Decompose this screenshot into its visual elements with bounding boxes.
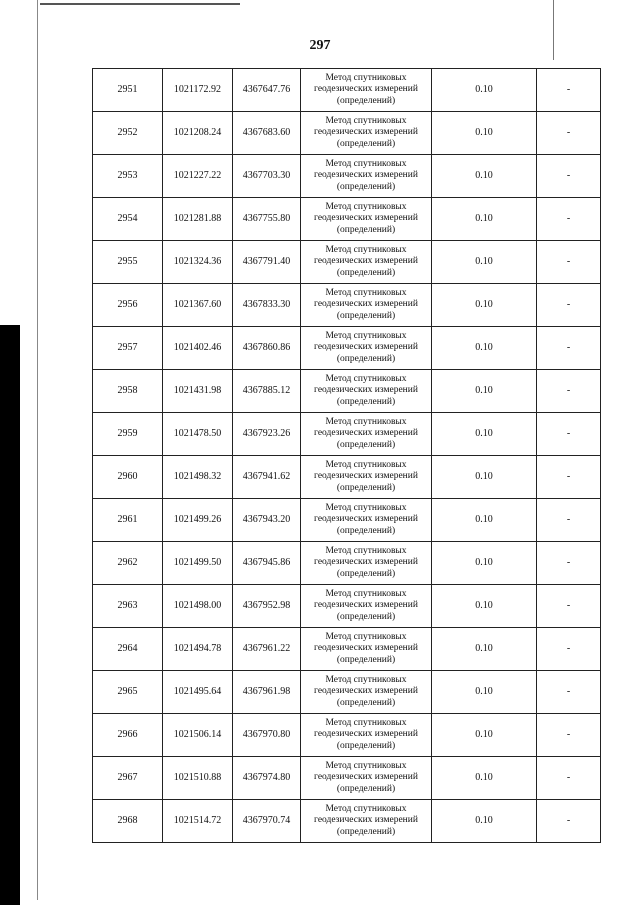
method-line: (определений)	[336, 611, 396, 622]
method-line: (определений)	[336, 396, 396, 407]
method-cell	[301, 671, 432, 714]
table-row	[93, 757, 601, 800]
method-line: геодезических измерений	[314, 686, 418, 697]
precision-cell: 0.10	[432, 155, 537, 198]
method-cell	[301, 69, 432, 112]
y-coordinate-cell: 4367755.80	[233, 198, 301, 241]
note-cell: -	[537, 370, 601, 413]
table-row	[93, 585, 601, 628]
method-cell	[301, 585, 432, 628]
point-number-cell: 2951	[93, 69, 163, 112]
method-line: (определений)	[336, 310, 396, 321]
note-cell: -	[537, 671, 601, 714]
x-coordinate-cell: 1021498.32	[163, 456, 233, 499]
x-coordinate-cell: 1021367.60	[163, 284, 233, 327]
point-number-cell: 2954	[93, 198, 163, 241]
method-line: (определений)	[336, 654, 396, 665]
point-number-cell: 2959	[93, 413, 163, 456]
precision-cell: 0.10	[432, 284, 537, 327]
method-cell	[301, 198, 432, 241]
method-line: геодезических измерений	[314, 815, 418, 826]
method-line: Метод спутниковых	[325, 244, 407, 255]
method-line: (определений)	[336, 525, 396, 536]
method-cell	[301, 370, 432, 413]
y-coordinate-cell: 4367961.98	[233, 671, 301, 714]
table-row	[93, 198, 601, 241]
method-line: Метод спутниковых	[325, 201, 407, 212]
point-number-cell: 2958	[93, 370, 163, 413]
method-cell	[301, 800, 432, 843]
x-coordinate-cell: 1021510.88	[163, 757, 233, 800]
x-coordinate-cell: 1021494.78	[163, 628, 233, 671]
method-line: (определений)	[336, 482, 396, 493]
point-number-cell: 2968	[93, 800, 163, 843]
method-line: Метод спутниковых	[325, 158, 407, 169]
note-cell: -	[537, 585, 601, 628]
x-coordinate-cell: 1021506.14	[163, 714, 233, 757]
note-cell: -	[537, 628, 601, 671]
method-cell	[301, 757, 432, 800]
x-coordinate-cell: 1021431.98	[163, 370, 233, 413]
y-coordinate-cell: 4367945.86	[233, 542, 301, 585]
scan-artifact-top	[40, 3, 240, 5]
y-coordinate-cell: 4367943.20	[233, 499, 301, 542]
table-row	[93, 628, 601, 671]
x-coordinate-cell: 1021478.50	[163, 413, 233, 456]
method-cell	[301, 542, 432, 585]
point-number-cell: 2967	[93, 757, 163, 800]
method-line: геодезических измерений	[314, 84, 418, 95]
precision-cell: 0.10	[432, 112, 537, 155]
method-line: Метод спутниковых	[325, 631, 407, 642]
method-cell	[301, 413, 432, 456]
method-line: (определений)	[336, 740, 396, 751]
method-cell	[301, 499, 432, 542]
y-coordinate-cell: 4367961.22	[233, 628, 301, 671]
method-line: Метод спутниковых	[325, 459, 407, 470]
method-line: Метод спутниковых	[325, 416, 407, 427]
point-number-cell: 2953	[93, 155, 163, 198]
point-number-cell: 2956	[93, 284, 163, 327]
method-line: Метод спутниковых	[325, 287, 407, 298]
x-coordinate-cell: 1021227.22	[163, 155, 233, 198]
note-cell: -	[537, 757, 601, 800]
method-line: Метод спутниковых	[325, 502, 407, 513]
coordinates-table	[92, 68, 601, 843]
y-coordinate-cell: 4367683.60	[233, 112, 301, 155]
x-coordinate-cell: 1021324.36	[163, 241, 233, 284]
table-row	[93, 800, 601, 843]
note-cell: -	[537, 155, 601, 198]
y-coordinate-cell: 4367703.30	[233, 155, 301, 198]
method-line: (определений)	[336, 267, 396, 278]
y-coordinate-cell: 4367791.40	[233, 241, 301, 284]
method-line: Метод спутниковых	[325, 717, 407, 728]
note-cell: -	[537, 413, 601, 456]
point-number-cell: 2955	[93, 241, 163, 284]
y-coordinate-cell: 4367923.26	[233, 413, 301, 456]
x-coordinate-cell: 1021499.26	[163, 499, 233, 542]
x-coordinate-cell: 1021172.92	[163, 69, 233, 112]
method-cell	[301, 112, 432, 155]
table-row	[93, 241, 601, 284]
method-line: геодезических измерений	[314, 256, 418, 267]
table-row	[93, 69, 601, 112]
point-number-cell: 2952	[93, 112, 163, 155]
method-line: геодезических измерений	[314, 428, 418, 439]
note-cell: -	[537, 456, 601, 499]
point-number-cell: 2964	[93, 628, 163, 671]
note-cell: -	[537, 327, 601, 370]
precision-cell: 0.10	[432, 542, 537, 585]
x-coordinate-cell: 1021495.64	[163, 671, 233, 714]
y-coordinate-cell: 4367647.76	[233, 69, 301, 112]
table-row	[93, 671, 601, 714]
method-line: геодезических измерений	[314, 127, 418, 138]
x-coordinate-cell: 1021498.00	[163, 585, 233, 628]
method-line: (определений)	[336, 439, 396, 450]
table-row	[93, 155, 601, 198]
note-cell: -	[537, 198, 601, 241]
method-line: геодезических измерений	[314, 385, 418, 396]
method-line: (определений)	[336, 353, 396, 364]
method-line: Метод спутниковых	[325, 760, 407, 771]
table-row	[93, 456, 601, 499]
method-line: (определений)	[336, 181, 396, 192]
method-line: (определений)	[336, 697, 396, 708]
point-number-cell: 2962	[93, 542, 163, 585]
point-number-cell: 2965	[93, 671, 163, 714]
note-cell: -	[537, 284, 601, 327]
method-line: геодезических измерений	[314, 514, 418, 525]
precision-cell: 0.10	[432, 585, 537, 628]
table-row	[93, 413, 601, 456]
note-cell: -	[537, 69, 601, 112]
precision-cell: 0.10	[432, 370, 537, 413]
method-line: Метод спутниковых	[325, 330, 407, 341]
method-cell	[301, 284, 432, 327]
scan-edge-shadow	[0, 325, 20, 905]
point-number-cell: 2966	[93, 714, 163, 757]
precision-cell: 0.10	[432, 198, 537, 241]
precision-cell: 0.10	[432, 327, 537, 370]
precision-cell: 0.10	[432, 757, 537, 800]
method-line: (определений)	[336, 826, 396, 837]
x-coordinate-cell: 1021281.88	[163, 198, 233, 241]
point-number-cell: 2957	[93, 327, 163, 370]
table-row	[93, 370, 601, 413]
method-line: геодезических измерений	[314, 342, 418, 353]
note-cell: -	[537, 800, 601, 843]
scan-artifact-left	[37, 0, 38, 900]
y-coordinate-cell: 4367833.30	[233, 284, 301, 327]
method-line: Метод спутниковых	[325, 674, 407, 685]
method-line: геодезических измерений	[314, 557, 418, 568]
precision-cell: 0.10	[432, 69, 537, 112]
x-coordinate-cell: 1021402.46	[163, 327, 233, 370]
page-number: 297	[309, 38, 331, 53]
x-coordinate-cell: 1021208.24	[163, 112, 233, 155]
method-line: (определений)	[336, 783, 396, 794]
table-body	[93, 69, 601, 843]
method-cell	[301, 628, 432, 671]
point-number-cell: 2960	[93, 456, 163, 499]
point-number-cell: 2961	[93, 499, 163, 542]
method-line: Метод спутниковых	[325, 545, 407, 556]
precision-cell: 0.10	[432, 456, 537, 499]
method-line: геодезических измерений	[314, 600, 418, 611]
method-line: геодезических измерений	[314, 471, 418, 482]
y-coordinate-cell: 4367974.80	[233, 757, 301, 800]
method-line: (определений)	[336, 224, 396, 235]
method-line: Метод спутниковых	[325, 588, 407, 599]
method-cell	[301, 456, 432, 499]
method-line: Метод спутниковых	[325, 803, 407, 814]
method-line: (определений)	[336, 138, 396, 149]
y-coordinate-cell: 4367860.86	[233, 327, 301, 370]
method-cell	[301, 241, 432, 284]
method-line: геодезических измерений	[314, 213, 418, 224]
precision-cell: 0.10	[432, 241, 537, 284]
method-line: геодезических измерений	[314, 643, 418, 654]
precision-cell: 0.10	[432, 714, 537, 757]
y-coordinate-cell: 4367970.80	[233, 714, 301, 757]
table-row	[93, 714, 601, 757]
precision-cell: 0.10	[432, 413, 537, 456]
note-cell: -	[537, 714, 601, 757]
precision-cell: 0.10	[432, 800, 537, 843]
table-row	[93, 112, 601, 155]
method-line: Метод спутниковых	[325, 72, 407, 83]
table-row	[93, 499, 601, 542]
method-line: геодезических измерений	[314, 170, 418, 181]
method-line: Метод спутниковых	[325, 373, 407, 384]
method-line: геодезических измерений	[314, 772, 418, 783]
method-line: (определений)	[336, 568, 396, 579]
y-coordinate-cell: 4367941.62	[233, 456, 301, 499]
x-coordinate-cell: 1021499.50	[163, 542, 233, 585]
y-coordinate-cell: 4367885.12	[233, 370, 301, 413]
note-cell: -	[537, 499, 601, 542]
note-cell: -	[537, 112, 601, 155]
method-cell	[301, 327, 432, 370]
method-line: (определений)	[336, 95, 396, 106]
y-coordinate-cell: 4367952.98	[233, 585, 301, 628]
method-line: геодезических измерений	[314, 299, 418, 310]
y-coordinate-cell: 4367970.74	[233, 800, 301, 843]
table-row	[93, 542, 601, 585]
note-cell: -	[537, 241, 601, 284]
note-cell: -	[537, 542, 601, 585]
precision-cell: 0.10	[432, 499, 537, 542]
method-cell	[301, 714, 432, 757]
method-line: Метод спутниковых	[325, 115, 407, 126]
point-number-cell: 2963	[93, 585, 163, 628]
precision-cell: 0.10	[432, 671, 537, 714]
method-line: геодезических измерений	[314, 729, 418, 740]
table-row	[93, 327, 601, 370]
method-cell	[301, 155, 432, 198]
x-coordinate-cell: 1021514.72	[163, 800, 233, 843]
precision-cell: 0.10	[432, 628, 537, 671]
table-row	[93, 284, 601, 327]
